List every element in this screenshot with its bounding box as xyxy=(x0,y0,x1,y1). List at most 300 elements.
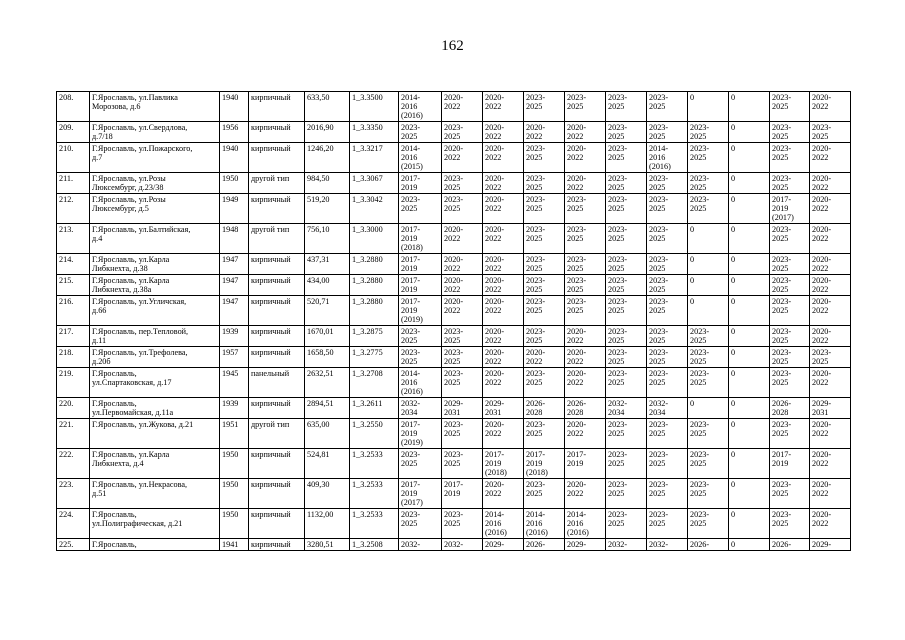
table-cell: 2023- 2025 xyxy=(442,173,483,194)
table-cell: кирпичный xyxy=(249,122,305,143)
table-cell: 0 xyxy=(729,173,770,194)
table-cell: 0 xyxy=(688,275,729,296)
table-cell: 2032- xyxy=(647,539,688,551)
table-cell: 2026- xyxy=(688,539,729,551)
table-cell: 1_3.2533 xyxy=(350,479,399,509)
table-cell: 0 xyxy=(688,296,729,326)
table-cell: 2023- 2025 xyxy=(524,419,565,449)
table-cell: 1658,50 xyxy=(305,347,350,368)
table-cell: 1950 xyxy=(220,479,249,509)
table-cell: 0 xyxy=(729,122,770,143)
table-cell: 2023- 2025 xyxy=(647,419,688,449)
table-cell: 2023- 2025 xyxy=(770,254,810,275)
table-cell: Г.Ярославль, ул.Балтийская, д.4 xyxy=(90,224,220,254)
table-cell: 2023- 2025 xyxy=(524,368,565,398)
table-cell: 1_3.2875 xyxy=(350,326,399,347)
table-cell: 2020- 2022 xyxy=(810,326,851,347)
table-cell: 2020- 2022 xyxy=(483,173,524,194)
table-cell: 2020- 2022 xyxy=(810,194,851,224)
table-cell: 2023- 2025 xyxy=(606,194,647,224)
table-body xyxy=(57,92,851,551)
table-cell: кирпичный xyxy=(249,296,305,326)
table-cell: 1_3.2508 xyxy=(350,539,399,551)
table-cell: 1947 xyxy=(220,254,249,275)
table-cell: 209. xyxy=(57,122,90,143)
table-cell: 2020- 2022 xyxy=(810,254,851,275)
table-cell: 2020- 2022 xyxy=(810,275,851,296)
table-cell: 1_3.3500 xyxy=(350,92,399,122)
table-cell: Г.Ярославль, ул.Первомайская, д.11а xyxy=(90,398,220,419)
table-cell: 2020- 2022 xyxy=(810,173,851,194)
table-cell: 2020- 2022 xyxy=(565,122,606,143)
table-cell: 1940 xyxy=(220,92,249,122)
table-cell: 2029- xyxy=(810,539,851,551)
table-cell: 1_3.3000 xyxy=(350,224,399,254)
table-cell: 2017- 2019 xyxy=(565,449,606,479)
table-cell: 2023- 2025 xyxy=(606,368,647,398)
table-cell: 2023- 2025 xyxy=(810,347,851,368)
table-cell: 2023- 2025 xyxy=(770,173,810,194)
table-cell: 2020- 2022 xyxy=(442,275,483,296)
table-cell: 2032- xyxy=(606,539,647,551)
table-cell: 2026- 2028 xyxy=(770,398,810,419)
table-cell: 2023- 2025 xyxy=(647,173,688,194)
table-cell: 2023- 2025 xyxy=(524,326,565,347)
table-cell: Г.Ярославль, ул.Карла Либкнехта, д.38а xyxy=(90,275,220,296)
table-cell: 2023- 2025 xyxy=(770,275,810,296)
table-cell: 0 xyxy=(729,539,770,551)
table-row xyxy=(57,539,851,551)
table-cell: 2023- 2025 xyxy=(399,194,442,224)
table-cell: 2020- 2022 xyxy=(524,347,565,368)
table-cell: 2023- 2025 xyxy=(524,143,565,173)
table-cell: 2017- 2019 (2017) xyxy=(399,479,442,509)
table-cell: 2023- 2025 xyxy=(565,224,606,254)
table-cell: 2023- 2025 xyxy=(647,509,688,539)
table-cell: 2023- 2025 xyxy=(606,122,647,143)
table-cell: 2014- 2016 (2016) xyxy=(647,143,688,173)
table-cell: кирпичный xyxy=(249,347,305,368)
table-cell: 211. xyxy=(57,173,90,194)
table-cell: 2017- 2019 xyxy=(442,479,483,509)
table-cell: 2020- 2022 xyxy=(565,368,606,398)
table-cell: 2020- 2022 xyxy=(483,194,524,224)
table-cell: Г.Ярославль, ул.Розы Люксембург, д.23/38 xyxy=(90,173,220,194)
table-cell: Г.Ярославль, ул.Карла Либкнехта, д.38 xyxy=(90,254,220,275)
table-cell: 2894,51 xyxy=(305,398,350,419)
table-cell: Г.Ярославль, ул.Полиграфическая, д.21 xyxy=(90,509,220,539)
table-cell: 2020- 2022 xyxy=(442,254,483,275)
table-cell: 2020- 2022 xyxy=(483,254,524,275)
table-cell: 2014- 2016 (2016) xyxy=(399,92,442,122)
table-cell: 2023- 2025 xyxy=(399,122,442,143)
table-cell: 0 xyxy=(688,254,729,275)
housing-repair-schedule-table xyxy=(56,91,851,551)
table-cell: 2023- 2025 xyxy=(688,173,729,194)
table-cell: 2023- 2025 xyxy=(647,296,688,326)
table-cell: 219. xyxy=(57,368,90,398)
table-row xyxy=(57,254,851,275)
table-row xyxy=(57,296,851,326)
table-cell: 0 xyxy=(729,275,770,296)
table-cell: 2023- 2025 xyxy=(647,368,688,398)
table-cell: 1670,01 xyxy=(305,326,350,347)
table-cell: 2023- 2025 xyxy=(606,275,647,296)
table-cell: Г.Ярославль, ул.Угличская, д.66 xyxy=(90,296,220,326)
table-cell: другой тип xyxy=(249,173,305,194)
table-cell: кирпичный xyxy=(249,194,305,224)
table-cell: 223. xyxy=(57,479,90,509)
table-cell: 2023- 2025 xyxy=(606,296,647,326)
table-cell: 2023- 2025 xyxy=(770,143,810,173)
table-cell: 2014- 2016 (2015) xyxy=(399,143,442,173)
table-cell: 1939 xyxy=(220,326,249,347)
table-row xyxy=(57,509,851,539)
table-cell: 2014- 2016 (2016) xyxy=(483,509,524,539)
table-cell: 1_3.2880 xyxy=(350,275,399,296)
table-cell: 2023- 2025 xyxy=(770,122,810,143)
table-cell: 2023- 2025 xyxy=(524,92,565,122)
table-cell: 2029- 2031 xyxy=(810,398,851,419)
table-cell: 2023- 2025 xyxy=(606,449,647,479)
table-cell: 2020- 2022 xyxy=(483,224,524,254)
table-cell: 2032- 2034 xyxy=(606,398,647,419)
table-cell: Г.Ярославль, ул.Трефолева, д.20б xyxy=(90,347,220,368)
table-cell: 2020- 2022 xyxy=(810,296,851,326)
table-cell: 1956 xyxy=(220,122,249,143)
table-cell: 2023- 2025 xyxy=(442,509,483,539)
table-cell: 2023- 2025 xyxy=(606,326,647,347)
table-cell: 2029- 2031 xyxy=(483,398,524,419)
table-cell: 2020- 2022 xyxy=(442,224,483,254)
table-cell: 0 xyxy=(729,194,770,224)
table-cell: 2020- 2022 xyxy=(565,326,606,347)
table-cell: 2032- 2034 xyxy=(399,398,442,419)
table-cell: 0 xyxy=(688,224,729,254)
table-cell: 2014- 2016 (2016) xyxy=(524,509,565,539)
table-cell: 2020- 2022 xyxy=(483,92,524,122)
table-cell: 2023- 2025 xyxy=(565,92,606,122)
table-row xyxy=(57,92,851,122)
table-cell: кирпичный xyxy=(249,539,305,551)
table-cell: 1947 xyxy=(220,296,249,326)
table-cell: 437,31 xyxy=(305,254,350,275)
table-cell: 1_3.2550 xyxy=(350,419,399,449)
table-cell: 1_3.2880 xyxy=(350,254,399,275)
table-cell: 2014- 2016 (2016) xyxy=(565,509,606,539)
table-cell: панельный xyxy=(249,368,305,398)
table-cell: 2020- 2022 xyxy=(810,419,851,449)
table-cell: 2023- 2025 xyxy=(647,275,688,296)
table-cell: 409,30 xyxy=(305,479,350,509)
table-cell: 2023- 2025 xyxy=(770,296,810,326)
table-row xyxy=(57,449,851,479)
table-cell: 2020- 2022 xyxy=(810,143,851,173)
table-cell: 0 xyxy=(729,449,770,479)
table-cell: 218. xyxy=(57,347,90,368)
table-cell: 2020- 2022 xyxy=(524,122,565,143)
table-cell: 2023- 2025 xyxy=(399,449,442,479)
table-row xyxy=(57,347,851,368)
table-cell: кирпичный xyxy=(249,479,305,509)
table-cell: 2029- xyxy=(483,539,524,551)
table-cell: 225. xyxy=(57,539,90,551)
table-cell: 2023- 2025 xyxy=(647,224,688,254)
table-cell: 1132,00 xyxy=(305,509,350,539)
table-cell: 210. xyxy=(57,143,90,173)
table-cell: 1_3.2775 xyxy=(350,347,399,368)
table-cell: 2023- 2025 xyxy=(688,194,729,224)
table-cell: 2017- 2019 xyxy=(770,449,810,479)
table-cell: 0 xyxy=(729,296,770,326)
table-cell: 2023- 2025 xyxy=(647,194,688,224)
table-cell: 221. xyxy=(57,419,90,449)
table-cell: 2023- 2025 xyxy=(688,326,729,347)
table-cell: 2023- 2025 xyxy=(442,347,483,368)
table-cell: 213. xyxy=(57,224,90,254)
table-cell: 1945 xyxy=(220,368,249,398)
table-cell: 2020- 2022 xyxy=(483,143,524,173)
table-cell: Г.Ярославль, ул.Павлика Морозова, д.6 xyxy=(90,92,220,122)
table-cell: 0 xyxy=(688,92,729,122)
table-cell: 2023- 2025 xyxy=(565,254,606,275)
table-cell: 434,00 xyxy=(305,275,350,296)
table-cell: 2023- 2025 xyxy=(606,92,647,122)
table-cell: Г.Ярославль, ул.Розы Люксембург, д.5 xyxy=(90,194,220,224)
table-cell: 2017- 2019 (2019) xyxy=(399,296,442,326)
table-cell: 2023- 2025 xyxy=(606,224,647,254)
table-cell: 2023- 2025 xyxy=(442,419,483,449)
table-cell: Г.Ярославль, ул.Жукова, д.21 xyxy=(90,419,220,449)
table-cell: 2020- 2022 xyxy=(483,326,524,347)
table-cell: 2020- 2022 xyxy=(483,296,524,326)
table-cell: 2023- 2025 xyxy=(688,449,729,479)
table-cell: 2020- 2022 xyxy=(565,479,606,509)
table-cell: 2023- 2025 xyxy=(770,509,810,539)
table-cell: 2023- 2025 xyxy=(647,326,688,347)
table-cell: 2020- 2022 xyxy=(483,479,524,509)
table-cell: 1_3.3350 xyxy=(350,122,399,143)
table-cell: 2023- 2025 xyxy=(688,122,729,143)
table-cell: 2032- xyxy=(399,539,442,551)
table-cell: 2023- 2025 xyxy=(565,275,606,296)
table-cell: 1949 xyxy=(220,194,249,224)
table-cell: 524,81 xyxy=(305,449,350,479)
table-cell: 2023- 2025 xyxy=(524,275,565,296)
table-cell: 1_3.2611 xyxy=(350,398,399,419)
table-cell: 2023- 2025 xyxy=(770,368,810,398)
table-cell: 1950 xyxy=(220,173,249,194)
table-cell: 2020- 2022 xyxy=(442,92,483,122)
table-cell: 2023- 2025 xyxy=(565,296,606,326)
table-cell: 1947 xyxy=(220,275,249,296)
table-cell: 2023- 2025 xyxy=(524,173,565,194)
table-cell: Г.Ярославль, xyxy=(90,539,220,551)
table-cell: 2023- 2025 xyxy=(442,194,483,224)
table-cell: 2017- 2019 (2018) xyxy=(399,224,442,254)
table-row xyxy=(57,194,851,224)
table-cell: 2023- 2025 xyxy=(606,509,647,539)
table-cell: 2023- 2025 xyxy=(565,194,606,224)
table-cell: 520,71 xyxy=(305,296,350,326)
table-cell: 2020- 2022 xyxy=(810,449,851,479)
table-row xyxy=(57,122,851,143)
table-cell: 2023- 2025 xyxy=(524,254,565,275)
table-cell: 0 xyxy=(688,398,729,419)
table-cell: 0 xyxy=(729,254,770,275)
table-cell: 2023- 2025 xyxy=(647,449,688,479)
table-row xyxy=(57,479,851,509)
table-cell: другой тип xyxy=(249,224,305,254)
table-cell: 2029- xyxy=(565,539,606,551)
table-row xyxy=(57,275,851,296)
page-number: 162 xyxy=(441,38,464,54)
table-cell: кирпичный xyxy=(249,326,305,347)
table-cell: 633,50 xyxy=(305,92,350,122)
table-cell: 2023- 2025 xyxy=(524,194,565,224)
table-cell: 2023- 2025 xyxy=(606,347,647,368)
table-cell: 2023- 2025 xyxy=(647,92,688,122)
table-cell: 214. xyxy=(57,254,90,275)
table-cell: 2017- 2019 xyxy=(399,173,442,194)
table-cell: 2020- 2022 xyxy=(565,419,606,449)
table-cell: 2023- 2025 xyxy=(688,143,729,173)
table-row xyxy=(57,398,851,419)
table-cell: 2020- 2022 xyxy=(810,92,851,122)
table-cell: 2029- 2031 xyxy=(442,398,483,419)
table-cell: 519,20 xyxy=(305,194,350,224)
table-cell: 217. xyxy=(57,326,90,347)
table-cell: 2023- 2025 xyxy=(524,479,565,509)
table-row xyxy=(57,326,851,347)
table-cell: 2023- 2025 xyxy=(770,347,810,368)
table-cell: 1_3.3217 xyxy=(350,143,399,173)
table-cell: 212. xyxy=(57,194,90,224)
table-row xyxy=(57,419,851,449)
table-cell: другой тип xyxy=(249,419,305,449)
table-cell: 1950 xyxy=(220,509,249,539)
table-cell: 2023- 2025 xyxy=(688,347,729,368)
table-cell: 2020- 2022 xyxy=(483,368,524,398)
table-cell: 2023- 2025 xyxy=(442,368,483,398)
table-cell: 0 xyxy=(729,368,770,398)
table-cell: 2023- 2025 xyxy=(524,296,565,326)
table-cell: Г.Ярославль, ул.Пожарского, д.7 xyxy=(90,143,220,173)
table-cell: 2023- 2025 xyxy=(770,224,810,254)
table-cell: 2020- 2022 xyxy=(810,224,851,254)
table-cell: 2026- xyxy=(524,539,565,551)
table-cell: 2023- 2025 xyxy=(688,419,729,449)
table-cell: 1941 xyxy=(220,539,249,551)
table-cell: 2023- 2025 xyxy=(399,509,442,539)
table-cell: 2020- 2022 xyxy=(810,479,851,509)
table-cell: 2017- 2019 xyxy=(399,254,442,275)
table-cell: кирпичный xyxy=(249,92,305,122)
table-cell: 2020- 2022 xyxy=(565,347,606,368)
table-cell: 2020- 2022 xyxy=(483,419,524,449)
table-cell: 3280,51 xyxy=(305,539,350,551)
table-cell: 0 xyxy=(729,509,770,539)
table-row xyxy=(57,368,851,398)
table-cell: кирпичный xyxy=(249,275,305,296)
table-cell: 2023- 2025 xyxy=(647,347,688,368)
table-cell: 222. xyxy=(57,449,90,479)
table-cell: 2017- 2019 (2017) xyxy=(770,194,810,224)
table-cell: 2020- 2022 xyxy=(483,122,524,143)
table-row xyxy=(57,224,851,254)
table-cell: 1_3.2880 xyxy=(350,296,399,326)
table-cell: кирпичный xyxy=(249,449,305,479)
table-cell: 2023- 2025 xyxy=(770,326,810,347)
table-cell: 216. xyxy=(57,296,90,326)
table-cell: 2023- 2025 xyxy=(524,224,565,254)
table-cell: 2023- 2025 xyxy=(770,479,810,509)
table-cell: 984,50 xyxy=(305,173,350,194)
table-cell: 0 xyxy=(729,347,770,368)
table-cell: Г.Ярославль, ул.Некрасова, д.51 xyxy=(90,479,220,509)
table-cell: 2016,90 xyxy=(305,122,350,143)
table-cell: 756,10 xyxy=(305,224,350,254)
table-cell: 2020- 2022 xyxy=(483,275,524,296)
table-cell: 2023- 2025 xyxy=(606,143,647,173)
table-cell: 2023- 2025 xyxy=(688,368,729,398)
table-cell: 2023- 2025 xyxy=(606,173,647,194)
table-cell: 2023- 2025 xyxy=(606,419,647,449)
table-cell: кирпичный xyxy=(249,398,305,419)
table-cell: 2023- 2025 xyxy=(442,449,483,479)
table-cell: Г.Ярославль, ул.Спартаковская, д.17 xyxy=(90,368,220,398)
table-cell: 2020- 2022 xyxy=(483,347,524,368)
table-cell: 2023- 2025 xyxy=(442,326,483,347)
table-cell: 2017- 2019 (2018) xyxy=(483,449,524,479)
table-cell: 2023- 2025 xyxy=(442,122,483,143)
table-cell: 2020- 2022 xyxy=(810,368,851,398)
table-cell: 215. xyxy=(57,275,90,296)
table-cell: Г.Ярославль, пер.Тепловой, д.11 xyxy=(90,326,220,347)
table-cell: 0 xyxy=(729,419,770,449)
table-cell: 1_3.2533 xyxy=(350,449,399,479)
table-cell: 2023- 2025 xyxy=(810,122,851,143)
table-cell: 2017- 2019 xyxy=(399,275,442,296)
table-cell: 2023- 2025 xyxy=(647,122,688,143)
table-cell: 2017- 2019 (2019) xyxy=(399,419,442,449)
table-cell: Г.Ярославль, ул.Свердлова, д.7/18 xyxy=(90,122,220,143)
table-cell: 208. xyxy=(57,92,90,122)
table-cell: 2023- 2025 xyxy=(688,509,729,539)
table-cell: 0 xyxy=(729,479,770,509)
table-cell: 2023- 2025 xyxy=(770,92,810,122)
table-cell: 2023- 2025 xyxy=(606,254,647,275)
table-cell: 2032- xyxy=(442,539,483,551)
table-cell: 0 xyxy=(729,92,770,122)
table-cell: 0 xyxy=(729,398,770,419)
table-cell: 1950 xyxy=(220,449,249,479)
table-cell: 2632,51 xyxy=(305,368,350,398)
table-cell: 2020- 2022 xyxy=(565,143,606,173)
table-cell: кирпичный xyxy=(249,254,305,275)
table-row xyxy=(57,173,851,194)
table-cell: 2023- 2025 xyxy=(647,254,688,275)
table-cell: 2023- 2025 xyxy=(770,419,810,449)
table-cell: 1939 xyxy=(220,398,249,419)
table-cell: 2023- 2025 xyxy=(647,479,688,509)
table-cell: 2020- 2022 xyxy=(442,296,483,326)
table-cell: Г.Ярославль, ул.Карла Либкнехта, д.4 xyxy=(90,449,220,479)
table-cell: 2026- 2028 xyxy=(524,398,565,419)
table-cell: 1_3.3067 xyxy=(350,173,399,194)
table-cell: 2014- 2016 (2016) xyxy=(399,368,442,398)
table-cell: 2023- 2025 xyxy=(399,326,442,347)
